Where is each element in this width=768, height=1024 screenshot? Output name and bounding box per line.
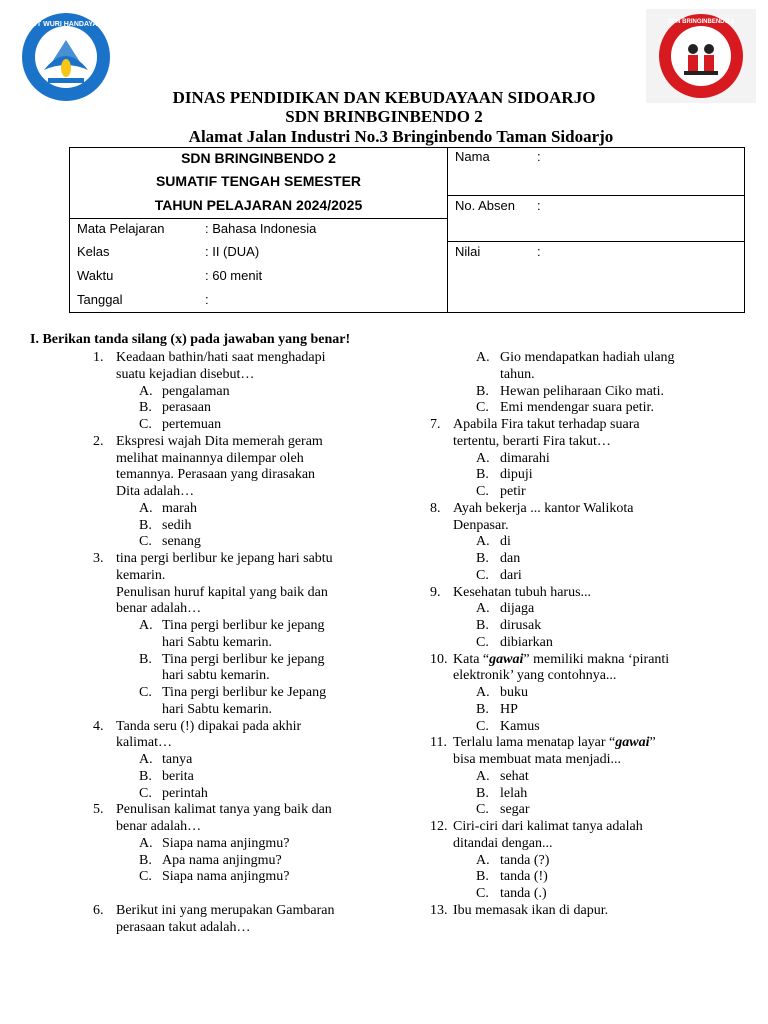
question-number: 9. bbox=[430, 584, 441, 600]
option-letter: B. bbox=[139, 852, 152, 868]
option-letter: B. bbox=[476, 383, 489, 399]
option-letter: C. bbox=[139, 785, 152, 801]
question-text: Berikut ini yang merupakan Gambaran bbox=[116, 902, 335, 918]
option-letter: A. bbox=[476, 450, 490, 466]
answer-option[interactable]: Tina pergi berlibur ke jepang bbox=[162, 618, 325, 633]
option-letter: A. bbox=[476, 852, 490, 868]
answer-option[interactable]: di bbox=[500, 534, 511, 550]
answer-option[interactable]: Siapa nama anjingmu? bbox=[162, 835, 290, 851]
option-letter: A. bbox=[139, 835, 153, 851]
option-letter: C. bbox=[139, 869, 152, 885]
question-text: Terlalu lama menatap layar “gawai” bbox=[453, 735, 656, 751]
question-text: temannya. Perasaan yang dirasakan bbox=[116, 467, 316, 483]
option-letter: A. bbox=[139, 500, 153, 516]
answer-option[interactable]: segar bbox=[500, 802, 530, 818]
option-letter: A. bbox=[476, 534, 490, 550]
answer-option[interactable]: sehat bbox=[500, 768, 529, 784]
question-text: Denpasar. bbox=[453, 517, 509, 533]
option-letter: B. bbox=[139, 400, 152, 416]
answer-option[interactable]: tanda (?) bbox=[500, 852, 550, 868]
option-letter: A. bbox=[476, 601, 490, 617]
answer-option[interactable]: perasaan bbox=[162, 400, 211, 416]
answer-option[interactable]: senang bbox=[162, 534, 201, 550]
answer-option[interactable]: hari Sabtu kemarin. bbox=[162, 701, 273, 717]
option-letter: C. bbox=[476, 400, 489, 416]
answer-option[interactable]: Tina pergi berlibur ke Jepang bbox=[162, 685, 327, 700]
question-text: Ayah bekerja ... kantor Walikota bbox=[453, 500, 634, 516]
answer-option[interactable]: lelah bbox=[500, 785, 528, 801]
box-exam-title: SUMATIF TENGAH SEMESTER bbox=[155, 173, 362, 189]
label-score: Nilai bbox=[455, 244, 481, 259]
option-letter: B. bbox=[476, 785, 489, 801]
answer-option[interactable]: dijaga bbox=[500, 601, 535, 617]
option-letter: A. bbox=[139, 618, 153, 633]
value-score-field[interactable]: : bbox=[537, 244, 541, 259]
answer-option[interactable]: dibiarkan bbox=[500, 634, 553, 650]
question-text: Dita adalah… bbox=[116, 484, 195, 499]
answer-option[interactable]: hari sabtu kemarin. bbox=[162, 668, 270, 684]
option-letter: B. bbox=[139, 651, 152, 667]
question-number: 12. bbox=[430, 819, 448, 834]
value-subject: : Bahasa Indonesia bbox=[205, 221, 317, 236]
answer-option[interactable]: pertemuan bbox=[162, 417, 222, 432]
option-letter: A. bbox=[139, 752, 153, 767]
question-text: ditandai dengan... bbox=[453, 835, 553, 851]
header-agency: DINAS PENDIDIKAN DAN KEBUDAYAAN SIDOARJO bbox=[172, 88, 596, 107]
question-number: 6. bbox=[93, 902, 104, 918]
option-letter: C. bbox=[139, 685, 152, 700]
option-letter: B. bbox=[476, 701, 489, 717]
box-school-name: SDN BRINGINBENDO 2 bbox=[181, 150, 336, 166]
question-number: 3. bbox=[93, 551, 104, 566]
answer-option[interactable]: pengalaman bbox=[162, 383, 230, 399]
question-text: Ibu memasak ikan di dapur. bbox=[453, 902, 609, 918]
label-class: Kelas bbox=[77, 244, 110, 259]
option-letter: C. bbox=[476, 886, 489, 901]
question-text: tertentu, berarti Fira takut… bbox=[453, 433, 611, 449]
option-letter: C. bbox=[476, 802, 489, 818]
answer-option[interactable]: tanda (!) bbox=[500, 869, 548, 885]
question-number: 1. bbox=[93, 350, 104, 365]
label-time: Waktu bbox=[77, 268, 114, 283]
question-text: Penulisan huruf kapital yang baik dan bbox=[116, 584, 328, 600]
answer-option[interactable]: tahun. bbox=[500, 366, 535, 382]
answer-option[interactable]: hari Sabtu kemarin. bbox=[162, 634, 273, 650]
question-text: kemarin. bbox=[116, 567, 166, 583]
answer-option[interactable]: dari bbox=[500, 567, 522, 583]
option-letter: C. bbox=[476, 634, 489, 650]
answer-option[interactable]: tanya bbox=[162, 752, 193, 767]
question-text: Keadaan bathin/hati saat menghadapi bbox=[116, 350, 326, 365]
value-name-field[interactable]: : bbox=[537, 149, 541, 164]
question-text: benar adalah… bbox=[116, 601, 202, 617]
value-absen-field[interactable]: : bbox=[537, 198, 541, 213]
logo-left-text: TUT WURI HANDAYANI bbox=[27, 21, 105, 28]
question-number: 5. bbox=[93, 802, 104, 818]
answer-option[interactable]: perintah bbox=[162, 785, 208, 801]
answer-option[interactable]: Siapa nama anjingmu? bbox=[162, 869, 290, 885]
option-letter: B. bbox=[476, 551, 489, 566]
answer-option[interactable]: dimarahi bbox=[500, 450, 550, 466]
option-letter: C. bbox=[476, 718, 489, 734]
label-absen: No. Absen bbox=[455, 198, 515, 213]
option-letter: B. bbox=[139, 517, 152, 533]
label-date: Tanggal bbox=[77, 292, 123, 307]
question-text: Kata “gawai” memiliki makna ‘piranti bbox=[453, 651, 670, 667]
question-text: perasaan takut adalah… bbox=[116, 919, 251, 935]
box-academic-year: TAHUN PELAJARAN 2024/2025 bbox=[154, 197, 363, 213]
option-letter: C. bbox=[139, 534, 152, 550]
logo-right-text: SDN BRINGINBENDO 2 bbox=[667, 19, 735, 25]
answer-option[interactable]: tanda (.) bbox=[500, 886, 547, 901]
answer-option[interactable]: dipuji bbox=[500, 467, 533, 483]
answer-option[interactable]: petir bbox=[500, 484, 526, 499]
answer-option[interactable]: Emi mendengar suara petir. bbox=[500, 400, 654, 416]
question-text: benar adalah… bbox=[116, 819, 202, 834]
value-date: : bbox=[205, 292, 209, 307]
question-number: 4. bbox=[93, 718, 104, 734]
option-letter: B. bbox=[139, 768, 152, 784]
question-text: Tanda seru (!) dipakai pada akhir bbox=[116, 718, 302, 734]
answer-option[interactable]: Tina pergi berlibur ke jepang bbox=[162, 651, 325, 667]
section-instruction: I. Berikan tanda silang (x) pada jawaban yang benar! bbox=[30, 332, 351, 347]
question-number: 2. bbox=[93, 433, 104, 449]
question-text: bisa membuat mata menjadi... bbox=[453, 752, 621, 767]
answer-option[interactable]: dan bbox=[500, 551, 521, 566]
question-text: melihat mainannya dilempar oleh bbox=[116, 450, 304, 466]
answer-option[interactable]: HP bbox=[500, 701, 518, 717]
label-name: Nama bbox=[455, 149, 490, 164]
answer-option[interactable]: Hewan peliharaan Ciko mati. bbox=[500, 383, 665, 399]
option-letter: B. bbox=[476, 618, 489, 633]
label-subject: Mata Pelajaran bbox=[77, 221, 165, 236]
option-letter: A. bbox=[476, 350, 490, 365]
answer-option[interactable]: berita bbox=[162, 768, 194, 784]
question-text: elektronik’ yang contohnya... bbox=[453, 668, 617, 684]
question-text: Apabila Fira takut terhadap suara bbox=[453, 417, 640, 432]
option-letter: C. bbox=[476, 567, 489, 583]
option-letter: B. bbox=[476, 467, 489, 483]
answer-option[interactable]: marah bbox=[162, 500, 197, 516]
option-letter: A. bbox=[139, 383, 153, 399]
header-school: SDN BRINBGINBENDO 2 bbox=[285, 107, 483, 126]
question-text: Ekspresi wajah Dita memerah geram bbox=[116, 433, 323, 449]
answer-option[interactable]: buku bbox=[500, 685, 528, 700]
header-address: Alamat Jalan Industri No.3 Bringinbendo Taman Sidoarjo bbox=[188, 127, 614, 146]
answer-option[interactable]: Apa nama anjingmu? bbox=[162, 852, 282, 868]
question-text: Kesehatan tubuh harus... bbox=[453, 584, 592, 600]
question-number: 8. bbox=[430, 500, 441, 516]
question-text: Ciri-ciri dari kalimat tanya adalah bbox=[453, 819, 643, 834]
option-letter: C. bbox=[139, 417, 152, 432]
question-text: kalimat… bbox=[116, 735, 172, 751]
question-text: Penulisan kalimat tanya yang baik dan bbox=[116, 802, 332, 818]
question-number: 7. bbox=[430, 417, 441, 432]
option-letter: A. bbox=[476, 768, 490, 784]
answer-option[interactable]: sedih bbox=[162, 517, 192, 533]
question-text: tina pergi berlibur ke jepang hari sabtu bbox=[116, 551, 333, 566]
option-letter: B. bbox=[476, 869, 489, 885]
value-time: : 60 menit bbox=[205, 268, 263, 283]
value-class: : II (DUA) bbox=[205, 244, 260, 259]
question-number: 13. bbox=[430, 902, 448, 918]
option-letter: C. bbox=[476, 484, 489, 499]
option-letter: A. bbox=[476, 685, 490, 700]
question-number: 10. bbox=[430, 651, 448, 667]
info-box bbox=[69, 147, 745, 313]
question-number: 11. bbox=[430, 735, 447, 751]
answer-option[interactable]: Kamus bbox=[500, 718, 540, 734]
answer-option[interactable]: Gio mendapatkan hadiah ulang bbox=[500, 350, 675, 365]
question-text: suatu kejadian disebut… bbox=[116, 366, 255, 382]
answer-option[interactable]: dirusak bbox=[500, 618, 542, 633]
